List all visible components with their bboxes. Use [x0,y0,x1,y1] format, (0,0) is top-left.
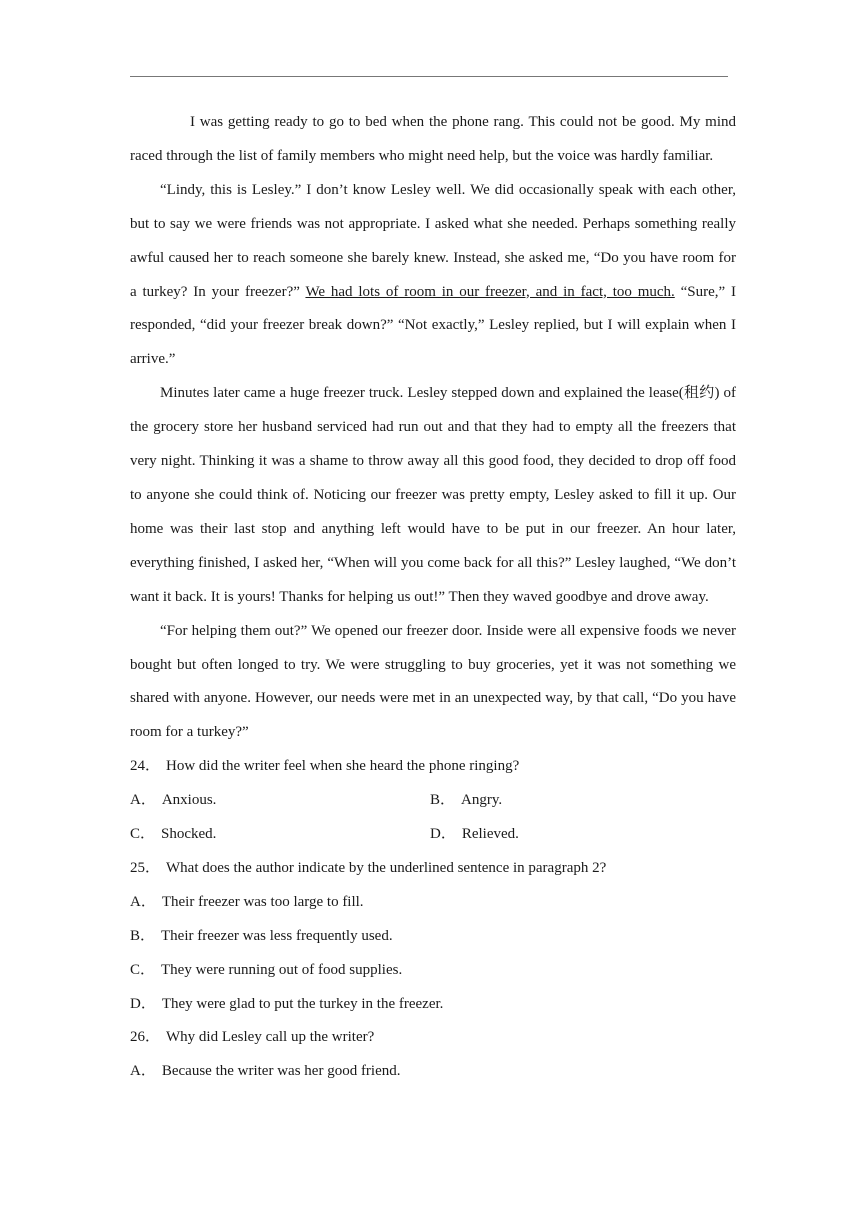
options-row [130,818,736,852]
option-a [130,1055,736,1089]
question-26 [130,1021,736,1055]
option-letter: B． [430,792,456,809]
option-letter: D． [130,995,156,1012]
option-letter: A． [130,893,156,910]
options-row [130,784,736,818]
question-25 [130,852,736,886]
option-text: Shocked. [161,826,217,843]
option-letter: C． [130,961,156,978]
option-text: Their freezer was less frequently used. [161,927,393,944]
option-letter: A． [130,792,156,809]
option-text: Anxious. [161,792,217,809]
option-a [130,784,430,818]
header-rule [130,76,728,77]
question-text: Why did Lesley call up the writer? [166,1029,375,1046]
document-body [130,106,736,1089]
option-letter: D． [430,826,456,843]
question-text: What does the author indicate by the underlined sentence in paragraph 2? [166,859,607,876]
option-b [130,920,736,954]
option-d [130,988,736,1022]
paragraph-2-text-after: “Sure,” I responded, “did your freezer break down?” “Not exactly,” Lesley replied, but I will explain when I arrive.” [130,283,737,368]
option-text: They were glad to put the turkey in the freezer. [161,995,444,1012]
option-a [130,886,736,920]
paragraph-3: Minutes later came a huge freezer truck. Lesley stepped down and explained the lease(租约) of the grocery store her husband serviced had run out and that they had to empty all the freezers that very night. Thinking it was a shame to throw away all this good food, they decided to drop off food to anyone she could think of. Noticing our freezer was pretty empty, Lesley asked to fill it up. Our home was their last stop and anything left would have to be put in our freezer. An hour later, everything finished, I asked her, “When will you come back for all this?” Lesley laughed, “We don’t want it back. It is yours! Thanks for helping us out!” Then they waved goodbye and drove away. [130,385,736,605]
option-text: Because the writer was her good friend. [161,1063,401,1080]
paragraph-2 [130,174,736,377]
underlined-sentence: We had lots of room in our freezer, and in fact, too much. [305,283,675,300]
question-text: How did the writer feel when she heard the phone ringing? [166,758,520,775]
question-number: 25． [130,859,161,876]
option-d [430,818,730,852]
option-b [430,784,730,818]
paragraph-4: “For helping them out?” We opened our freezer door. Inside were all expensive foods we never bought but often longed to try. We were struggling to buy groceries, yet it was not something we shared with anyone. However, our needs were met in an unexpected way, by that call, “Do you have room for a turkey?” [130,622,736,741]
paragraph-1: I was getting ready to go to bed when the phone rang. This could not be good. My mind raced through the list of family members who might need help, but the voice was hardly familiar. [130,114,736,164]
option-text: They were running out of food supplies. [161,961,403,978]
option-letter: B． [130,927,156,944]
option-letter: A． [130,1063,156,1080]
option-letter: C． [130,826,156,843]
option-text: Relieved. [461,826,519,843]
option-c [130,954,736,988]
question-number: 26． [130,1029,161,1046]
option-text: Angry. [461,792,503,809]
question-24 [130,750,736,784]
option-c [130,818,430,852]
question-number: 24． [130,758,161,775]
option-text: Their freezer was too large to fill. [161,893,364,910]
paragraph-2-text-before: “Lindy, this is Lesley.” I don’t know Lesley well. We did occasionally speak with each other, but to say we were friends was not appropriate. I asked what she needed. Perhaps something really awful caused her to reach someone she barely knew. Instead, she asked me, “Do you have room for a turkey? In your freezer?” [130,181,736,300]
